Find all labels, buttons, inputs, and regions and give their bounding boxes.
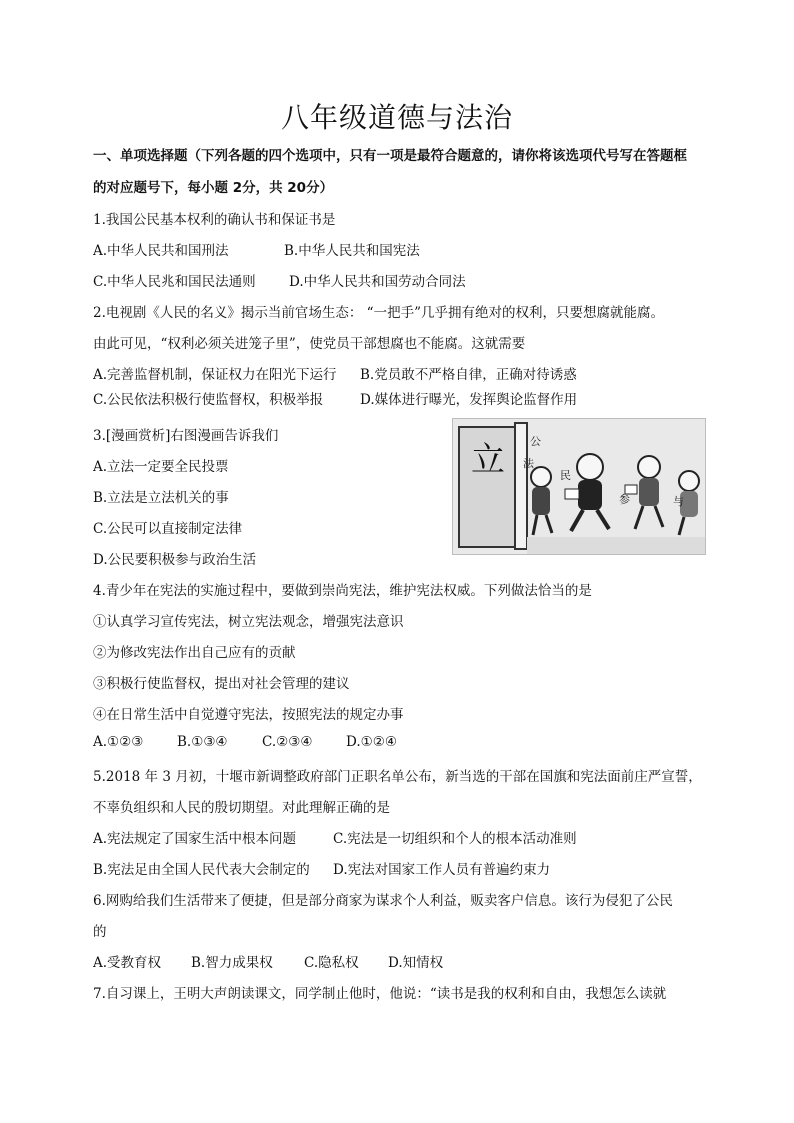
q6-stem-line2: 的 bbox=[93, 924, 107, 940]
q4-option-d: D.①②④ bbox=[346, 734, 397, 750]
q4-option-b: B.①③④ bbox=[177, 734, 228, 750]
cartoon-char-2: 民 bbox=[560, 469, 571, 482]
q2-stem-line1: 2.电视剧《人民的名义》揭示当前官场生态： “一把手”几乎拥有绝对的权利，只要想腐就能腐。 bbox=[93, 305, 664, 321]
q5-stem-line1: 5.2018 年 3 月初，十堰市新调整政府部门正职名单公布，新当选的干部在国旗和宪法面前庄严宣誓， bbox=[93, 769, 702, 785]
q5-option-b: B.宪法足由全国人民代表大会制定的 bbox=[93, 862, 310, 878]
q3-option-a: A.立法一定要全民投票 bbox=[93, 459, 229, 475]
cartoon-drawing bbox=[453, 419, 705, 554]
section-heading-line1: 一、单项选择题（下列各题的四个选项中，只有一项是最符合题意的，请你将该选项代号写在答题框 bbox=[93, 148, 687, 164]
q4-item-1: ①认真学习宣传宪法，树立宪法观念，增强宪法意识 bbox=[93, 614, 404, 630]
cartoon-char-0: 法 bbox=[523, 457, 534, 470]
q2-option-d: D.媒体进行曝光，发挥舆论监督作用 bbox=[360, 392, 578, 408]
cartoon-char-4: 与 bbox=[673, 495, 684, 508]
q5-option-a: A.宪法规定了国家生活中根本问题 bbox=[93, 831, 297, 847]
q3-stem: 3.[漫画赏析]右图漫画告诉我们 bbox=[93, 428, 279, 444]
q1-option-b: B.中华人民共和国宪法 bbox=[284, 243, 420, 259]
q3-option-c: C.公民可以直接制定法律 bbox=[93, 521, 243, 537]
q2-option-c: C.公民依法积极行使监督权，积极举报 bbox=[93, 392, 324, 408]
q4-item-4: ④在日常生活中自觉遵守宪法，按照宪法的规定办事 bbox=[93, 707, 404, 723]
q1-option-c: C.中华人民兆和国民法通则 bbox=[93, 274, 256, 290]
cartoon-figure-2 bbox=[625, 456, 663, 529]
q4-option-c: C.②③④ bbox=[262, 734, 313, 750]
q3-cartoon-image bbox=[452, 418, 706, 555]
q6-option-c: C.隐私权 bbox=[304, 955, 359, 971]
cartoon-big-char: 立 bbox=[471, 440, 505, 480]
q1-option-a: A.中华人民共和国刑法 bbox=[93, 243, 229, 259]
q1-stem: 1.我国公民基本权利的确认书和保证书是 bbox=[93, 212, 336, 228]
q4-item-3: ③积极行使监督权，提出对社会管理的建议 bbox=[93, 676, 350, 692]
cartoon-figure-4 bbox=[531, 467, 552, 535]
section-heading-line2: 的对应题号下，每小题 2分，共 20分） bbox=[93, 180, 334, 196]
q5-option-d: D.宪法对国家工作人员有普遍约束力 bbox=[333, 862, 551, 878]
q6-option-b: B.智力成果权 bbox=[191, 955, 273, 971]
q3-option-b: B.立法是立法机关的事 bbox=[93, 490, 229, 506]
q5-option-c: C.宪法是一切组织和个人的根本活动准则 bbox=[333, 831, 577, 847]
q6-stem-line1: 6.网购给我们生活带来了便捷，但是部分商家为谋求个人利益，贩卖客户信息。该行为侵犯了公民 bbox=[93, 893, 673, 909]
q2-stem-line2: 由此可见，“权利必须关进笼子里”，使党员干部想腐也不能腐。这就需要 bbox=[93, 336, 526, 352]
cartoon-door-edge bbox=[515, 423, 527, 549]
q1-option-d: D.中华人民共和国劳动合同法 bbox=[289, 274, 466, 290]
cartoon-figure-1 bbox=[565, 454, 609, 531]
q2-option-a: A.完善监督机制，保证权力在阳光下运行 bbox=[93, 367, 337, 383]
q5-stem-line2: 不辜负组织和人民的殷切期望。对此理解正确的是 bbox=[93, 800, 390, 816]
q4-stem: 4.青少年在宪法的实施过程中，要做到崇尚宪法，维护宪法权威。下列做法恰当的是 bbox=[93, 583, 592, 599]
q6-option-d: D.知情权 bbox=[388, 955, 444, 971]
cartoon-char-1: 公 bbox=[530, 435, 541, 448]
page-title: 八年级道德与法治 bbox=[280, 101, 513, 134]
cartoon-ground bbox=[527, 537, 705, 554]
cartoon-char-3: 参 bbox=[619, 493, 630, 506]
q4-item-2: ②为修改宪法作出自己应有的贡献 bbox=[93, 645, 296, 661]
q2-option-b: B.党员敢不严格自律，正确对待诱惑 bbox=[360, 367, 577, 383]
q4-option-a: A.①②③ bbox=[93, 734, 144, 750]
q6-option-a: A.受教育权 bbox=[93, 955, 162, 971]
q3-option-d: D.公民要积极参与政治生活 bbox=[93, 552, 257, 568]
q7-stem-line1: 7.自习课上，王明大声朗读课文，同学制止他时，他说：“读书是我的权利和自由，我想怎么读就 bbox=[93, 986, 667, 1002]
